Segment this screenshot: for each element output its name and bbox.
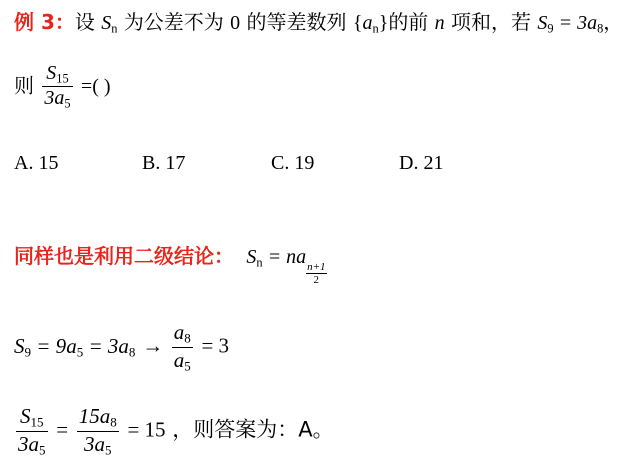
question-line: 则 $\frac{S_{15}}{3a_5}$ =( ) [14, 62, 111, 111]
option-d: D. 21 [399, 152, 444, 174]
condition-equation: $S_9 = 3a_8$ [537, 12, 604, 36]
implies-arrow: → [142, 333, 164, 358]
sequence-an: $\{a_n\}$ [352, 12, 389, 36]
ratio-s15-3a5: $\frac{S_{15}}{3a_5}$ [44, 62, 71, 111]
option-a: A. 15 [14, 152, 59, 174]
final-line: $\frac{S_{15}}{3a_5}$ = $\frac{15a_8}{3a_5}$ = 15 ，则答案为：A。 [18, 404, 334, 458]
example-label: 例 3： [14, 10, 75, 34]
ratio-a8-a5: $\frac{a_8}{a_5}$ [173, 320, 191, 374]
solution-heading-line [14, 240, 327, 286]
option-c: C. 19 [271, 152, 315, 174]
option-b: B. 17 [142, 152, 186, 174]
symbol-sn: $S_n$ [101, 12, 118, 36]
solution-heading: 同样也是利用二级结论： [14, 244, 234, 268]
conclusion-text: ，则答案为：A。 [172, 417, 334, 442]
derivation-line: $S_9 = 9a_5 = 3a_8$ → $\frac{a_8}{a_5}$ = 3 [14, 320, 230, 374]
problem-line: 例 3：设 $S_n$ 为公差不为 0 的等差数列 $\{a_n\}$的前 n 项和，若 $S_9 = 3a_8$， [14, 10, 624, 36]
answer-blank: =( ) [80, 75, 111, 98]
ratio-15a8-3a5: $\frac{15a_8}{3a_5}$ [78, 404, 117, 458]
second-level-formula: $S_n$ = na $\frac{n+1}{2}$ [246, 246, 326, 286]
ratio-s15-3a5-final: $\frac{S_{15}}{3a_5}$ [18, 404, 46, 458]
